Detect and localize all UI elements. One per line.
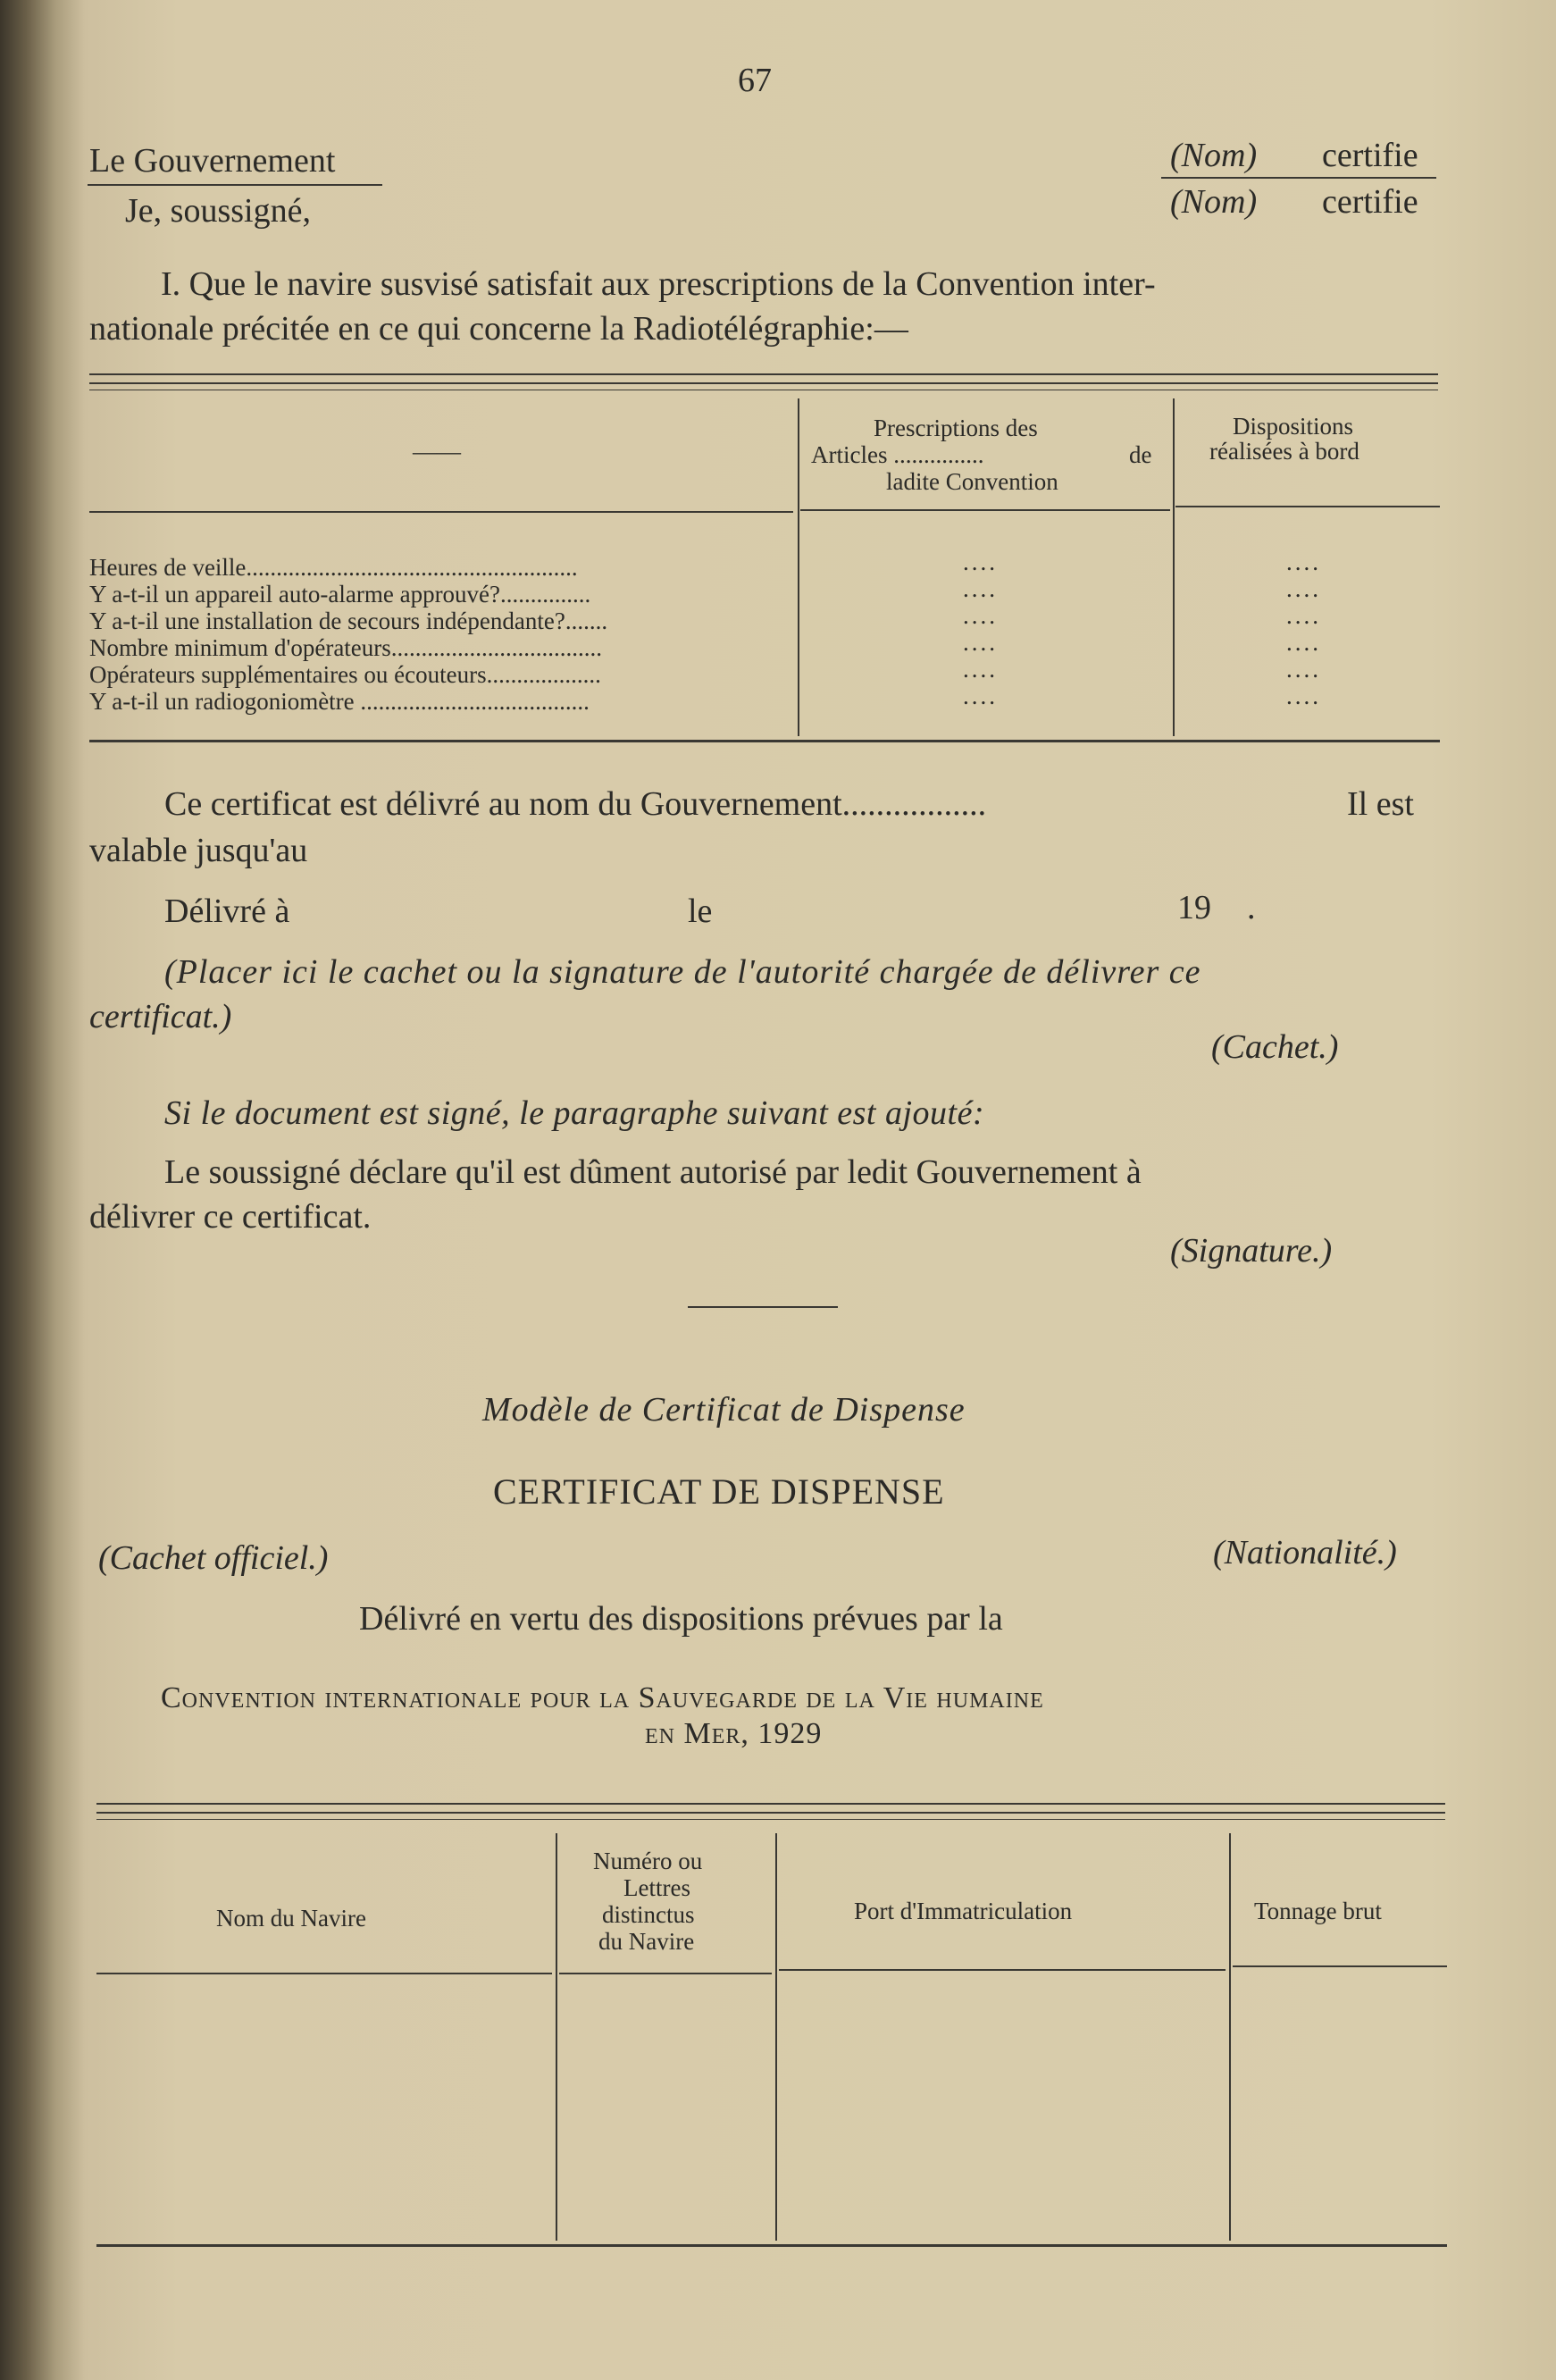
- radio-table-header-rule: [89, 511, 793, 513]
- radio-table-row-disposition: ....: [1286, 656, 1321, 683]
- ship-table-col-port: Port d'Immatriculation: [854, 1898, 1073, 1924]
- radio-table-row-prescription: ....: [963, 656, 998, 683]
- cachet-label: (Cachet.): [1211, 1028, 1339, 1066]
- radio-table-row-label: Nombre minimum d'opérateurs...................................: [89, 634, 603, 661]
- issued-in-name-of: Ce certificat est délivré au nom du Gouvernement.................: [164, 785, 987, 823]
- header-government: Le Gouvernement: [89, 142, 336, 180]
- delivered-at: Délivré à: [164, 892, 290, 930]
- ship-table-col-number-3: distinctus: [602, 1901, 695, 1928]
- official-seal-label: (Cachet officiel.): [98, 1539, 329, 1577]
- delivered-year-dot: .: [1247, 889, 1256, 926]
- page-number: 67: [738, 62, 772, 99]
- seal-instruction-line2: certificat.): [89, 998, 232, 1035]
- ship-table-top-rule-3: [96, 1819, 1445, 1820]
- radio-table-row-label: Opérateurs supplémentaires ou écouteurs...................: [89, 661, 601, 688]
- ship-table-col-number-4: du Navire: [598, 1928, 695, 1955]
- nationality-label: (Nationalité.): [1213, 1534, 1397, 1571]
- ship-table-header-rule: [96, 1973, 552, 1974]
- paragraph-1-line1: I. Que le navire susvisé satisfait aux prescriptions de la Convention inter-: [161, 265, 1156, 303]
- delivered-year: 19: [1177, 889, 1211, 926]
- header-nom-1: (Nom): [1170, 137, 1258, 174]
- ship-table-col-divider-1: [556, 1833, 557, 2241]
- ship-table-top-rule-1: [96, 1803, 1445, 1805]
- radio-table-row-label: Heures de veille.......................................................: [89, 554, 578, 581]
- ship-table-col-divider-2: [775, 1833, 777, 2241]
- ship-table-top-rule-2: [96, 1812, 1445, 1814]
- radio-table-col2-header-3: ladite Convention: [886, 468, 1058, 495]
- radio-table-col3-header-2: réalisées à bord: [1209, 438, 1359, 465]
- radio-table-top-rule-2: [89, 382, 1438, 384]
- header-undersigned: Je, soussigné,: [125, 192, 311, 230]
- radio-table-row-prescription: ....: [963, 683, 998, 709]
- radio-table-col2-header-1: Prescriptions des: [874, 415, 1038, 441]
- header-nom-2: (Nom): [1170, 183, 1258, 221]
- delivered-le: le: [688, 892, 713, 930]
- ship-table-col-divider-3: [1229, 1833, 1231, 2241]
- ship-table-col-tonnage: Tonnage brut: [1254, 1898, 1382, 1924]
- radio-table-bottom-rule: [89, 740, 1440, 742]
- radio-table-row-label: Y a-t-il un appareil auto-alarme approuvé?...............: [89, 581, 591, 608]
- ship-table-header-rule-3: [779, 1969, 1226, 1971]
- ship-table-col-name: Nom du Navire: [216, 1905, 366, 1932]
- radio-table-row-prescription: ....: [963, 575, 998, 602]
- declaration-line1: Le soussigné déclare qu'il est dûment autorisé par ledit Gouvernement à: [164, 1153, 1142, 1191]
- valid-label-right: Il est: [1347, 785, 1414, 823]
- radio-table-row-prescription: ....: [963, 549, 998, 575]
- declaration-line2: délivrer ce certificat.: [89, 1198, 372, 1236]
- valid-until: valable jusqu'au: [89, 832, 308, 869]
- radio-table-top-rule-1: [89, 373, 1438, 375]
- radio-table-row-disposition: ....: [1286, 575, 1321, 602]
- section-divider: [688, 1306, 838, 1308]
- radio-table-row-disposition: ....: [1286, 683, 1321, 709]
- radio-table-col2-header-2: Articles ...............: [811, 441, 984, 468]
- signature-label: (Signature.): [1170, 1232, 1333, 1270]
- model-title: Modèle de Certificat de Dispense: [482, 1391, 966, 1429]
- ship-table-header-rule-4: [1233, 1965, 1447, 1967]
- header-rule-left: [88, 184, 382, 186]
- radio-table-header-rule-3: [1175, 506, 1440, 507]
- radio-table-col-divider-1: [798, 398, 799, 736]
- radio-table-row-disposition: ....: [1286, 602, 1321, 629]
- radio-table-col2-header-2-right: de: [1129, 441, 1152, 468]
- radio-table-row-label: Y a-t-il une installation de secours indépendante?.......: [89, 608, 608, 634]
- dispense-title: CERTIFICAT DE DISPENSE: [493, 1471, 945, 1512]
- if-signed-note: Si le document est signé, le paragraphe suivant est ajouté:: [164, 1094, 985, 1132]
- radio-table-col-divider-2: [1173, 398, 1175, 736]
- issued-under: Délivré en vertu des dispositions prévues par la: [359, 1600, 1003, 1638]
- radio-table-row-disposition: ....: [1286, 549, 1321, 575]
- ship-table-bottom-rule: [96, 2244, 1447, 2247]
- radio-table-header-rule-2: [800, 509, 1170, 511]
- ship-table-col-number-2: Lettres: [623, 1874, 690, 1901]
- radio-table-row-label: Y a-t-il un radiogoniomètre ......................................: [89, 688, 590, 715]
- radio-table-row-prescription: ....: [963, 629, 998, 656]
- header-certifie-2: certifie: [1322, 183, 1418, 221]
- header-certifie-1: certifie: [1322, 137, 1418, 174]
- radio-table-col3-header-1: Dispositions: [1233, 413, 1354, 440]
- radio-table-row-disposition: ....: [1286, 629, 1321, 656]
- ship-table-header-rule-2: [559, 1973, 772, 1974]
- radio-table-col1-header: ——: [413, 438, 461, 465]
- radio-table-row-prescription: ....: [963, 602, 998, 629]
- convention-title-line1: Convention internationale pour la Sauvegarde de la Vie humaine: [161, 1681, 1044, 1714]
- paragraph-1-line2: nationale précitée en ce qui concerne la Radiotélégraphie:—: [89, 310, 908, 348]
- header-rule-right: [1161, 177, 1436, 179]
- ship-table-col-number-1: Numéro ou: [593, 1848, 703, 1874]
- convention-title-line2: en Mer, 1929: [645, 1717, 823, 1750]
- seal-instruction-line1: (Placer ici le cachet ou la signature de l'autorité chargée de délivrer ce: [164, 953, 1201, 991]
